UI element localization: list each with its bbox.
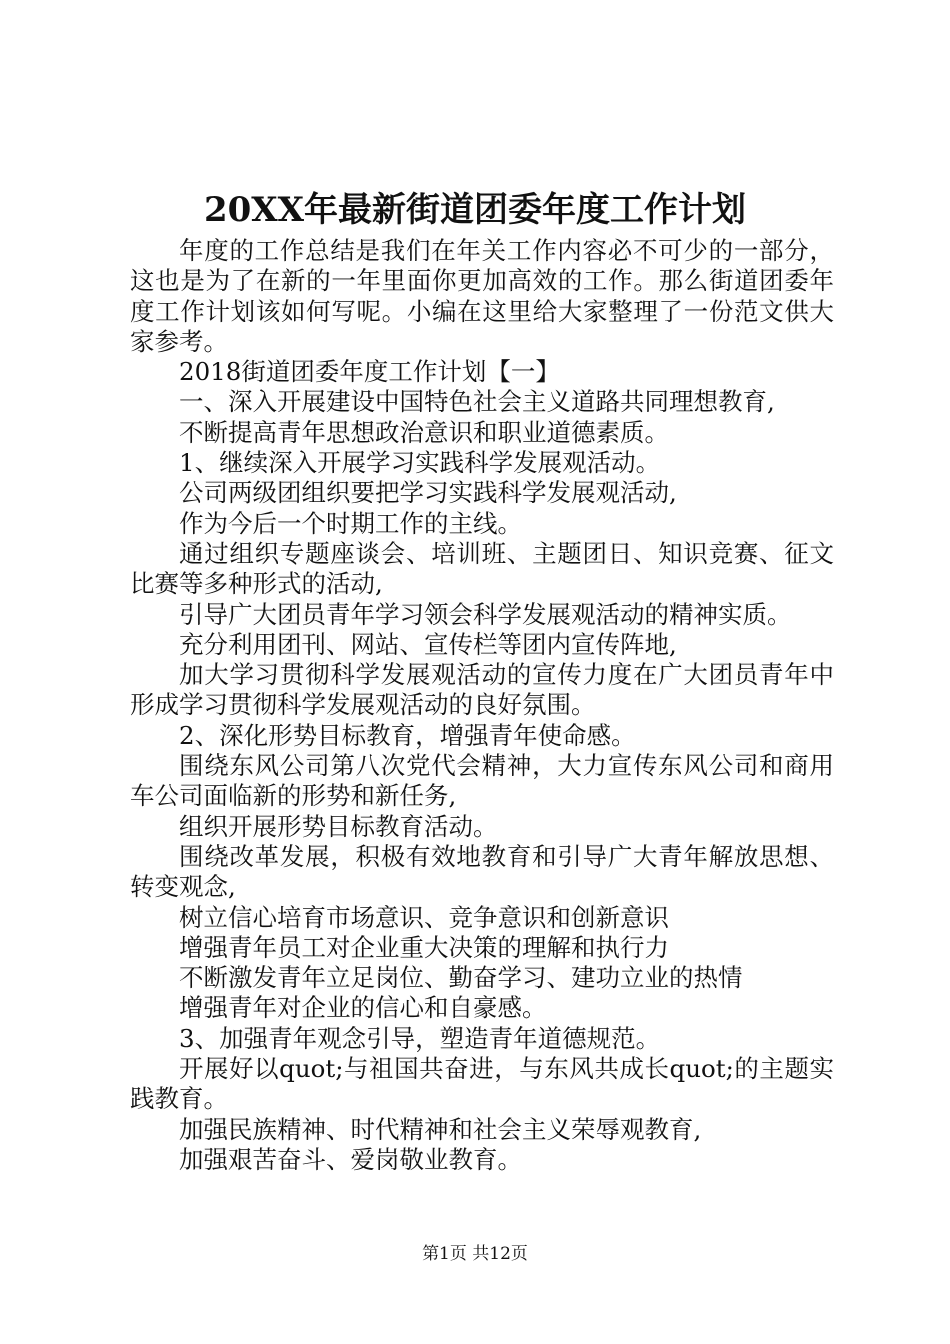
paragraph: 作为今后一个时期工作的主线。 (179, 508, 522, 538)
paragraph: 增强青年对企业的信心和自豪感。 (179, 993, 547, 1023)
paragraph: 组织开展形势目标教育活动。 (179, 811, 498, 841)
document-title: 20XX年最新街道团委年度工作计划 (203, 190, 747, 230)
paragraph: 通过组织专题座谈会、培训班、主题团日、知识竞赛、征文比赛等多种形式的活动, (130, 538, 834, 599)
paragraph: 加强民族精神、时代精神和社会主义荣辱观教育, (179, 1114, 702, 1144)
paragraph-section-heading: 2018街道团委年度工作计划【一】 (179, 357, 560, 387)
paragraph: 充分利用团刊、网站、宣传栏等团内宣传阵地, (179, 629, 677, 659)
paragraph: 公司两级团组织要把学习实践科学发展观活动, (179, 478, 677, 508)
paragraph: 加强艰苦奋斗、爱岗敬业教育。 (179, 1144, 522, 1174)
paragraph: 围绕东风公司第八次党代会精神，大力宣传东风公司和商用车公司面临新的形势和新任务, (130, 751, 834, 811)
paragraph: 一、深入开展建设中国特色社会主义道路共同理想教育, (179, 387, 775, 417)
paragraph: 增强青年员工对企业重大决策的理解和执行力 (179, 932, 669, 962)
paragraph: 不断激发青年立足岗位、勤奋学习、建功立业的热情 (179, 963, 743, 993)
paragraph: 围绕改革发展，积极有效地教育和引导广大青年解放思想、转变观念, (130, 841, 834, 902)
paragraph: 加大学习贯彻科学发展观活动的宣传力度在广大团员青年中形成学习贯彻科学发展观活动的良好氛围。 (130, 660, 834, 720)
paragraph: 不断提高青年思想政治意识和职业道德素质。 (179, 417, 669, 447)
document-body (130, 236, 834, 1175)
paragraph: 树立信心培育市场意识、竞争意识和创新意识 (179, 902, 669, 932)
paragraph: 2、深化形势目标教育，增强青年使命感。 (179, 720, 636, 750)
paragraph: 开展好以quot;与祖国共奋进，与东风共成长quot;的主题实践教育。 (130, 1054, 834, 1114)
paragraph: 3、加强青年观念引导，塑造青年道德规范。 (179, 1023, 661, 1053)
paragraph-intro: 年度的工作总结是我们在年关工作内容必不可少的一部分，这也是为了在新的一年里面你更加高效的工作。那么街道团委年度工作计划该如何写呢。小编在这里给大家整理了一份范文供大家参考。 (130, 236, 834, 356)
paragraph: 1、继续深入开展学习实践科学发展观活动。 (179, 448, 661, 478)
page-number-footer: 第1页 共12页 (422, 1244, 528, 1264)
paragraph: 引导广大团员青年学习领会科学发展观活动的精神实质。 (179, 599, 792, 629)
